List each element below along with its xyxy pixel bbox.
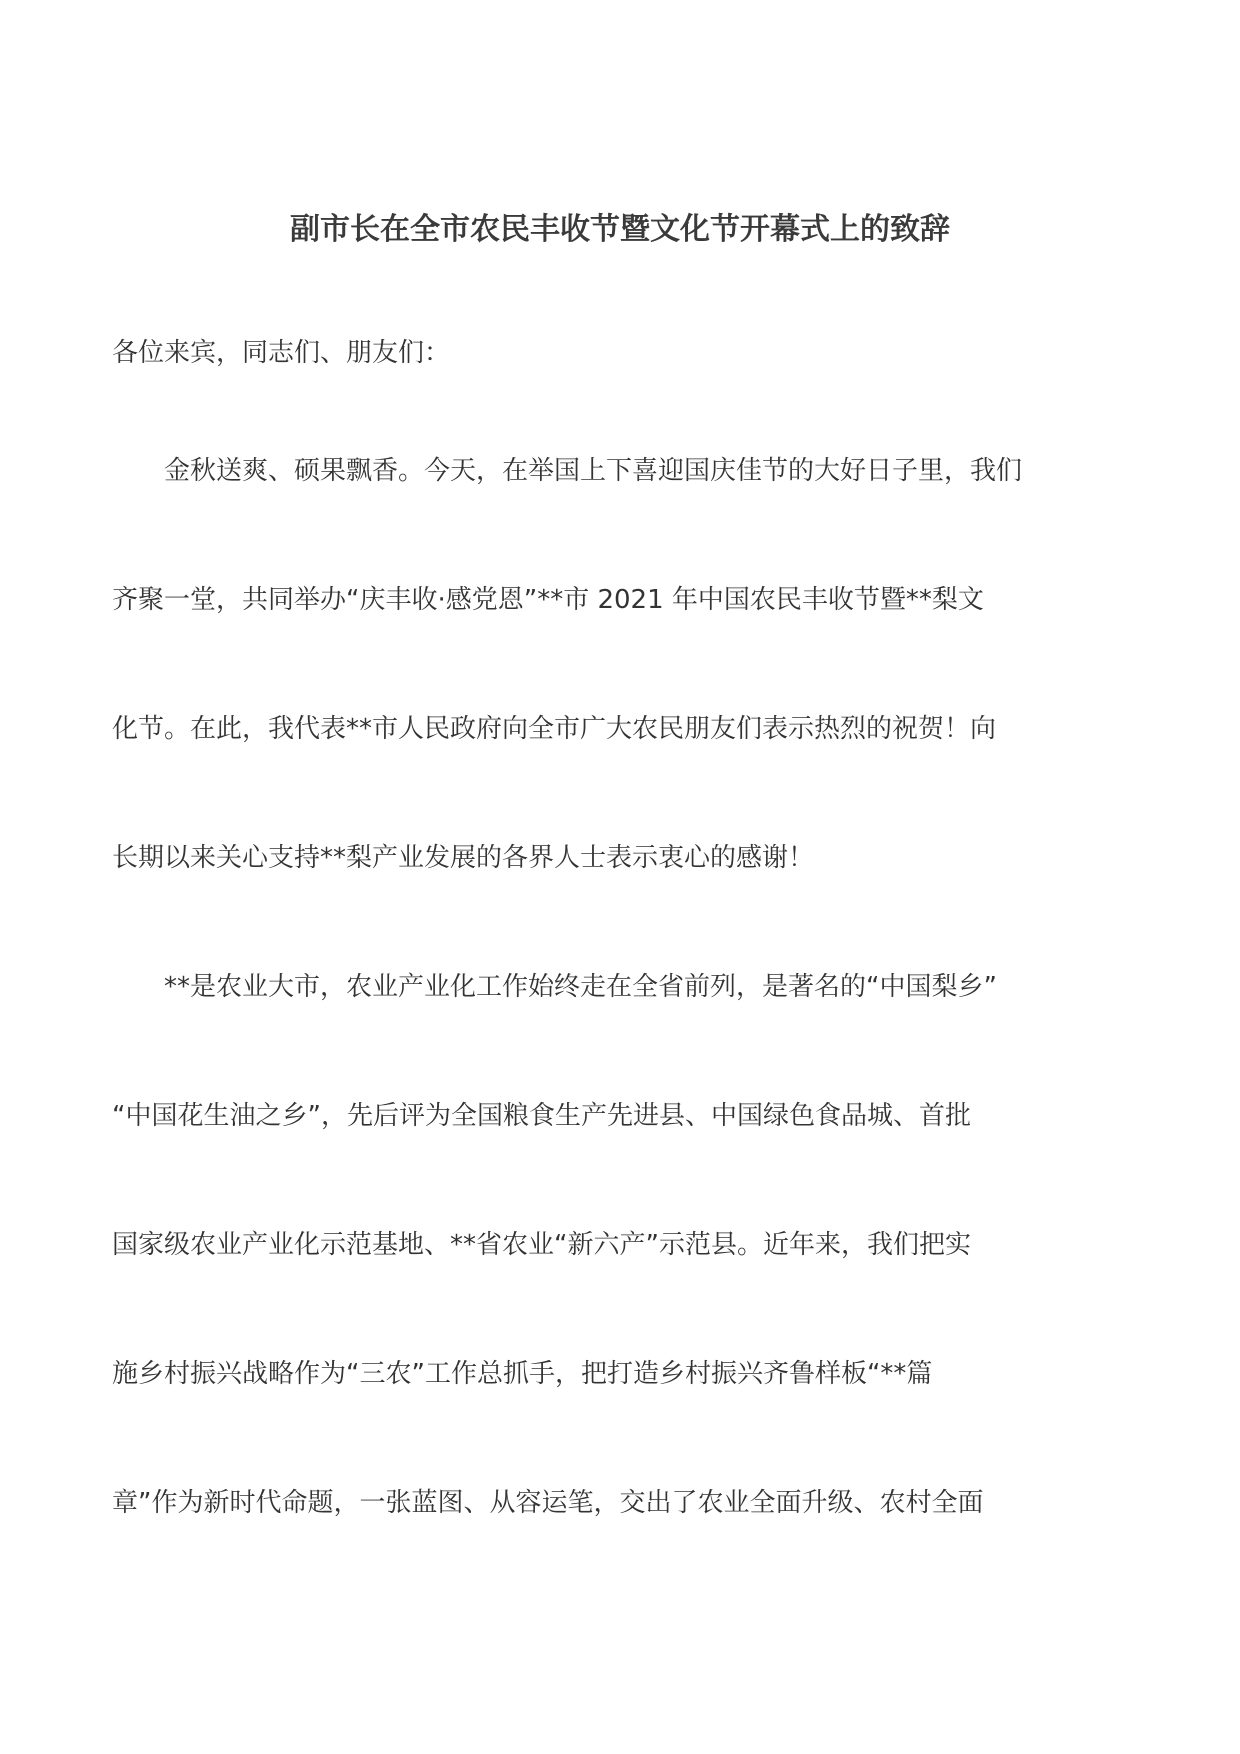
- salutation-line: 各位来宾，同志们、朋友们：: [112, 338, 451, 368]
- body-line: 国家级农业产业化示范基地、**省农业“新六产”示范县。近年来，我们把实: [112, 1230, 971, 1260]
- body-line: 化节。在此，我代表**市人民政府向全市广大农民朋友们表示热烈的祝贺！向: [112, 714, 997, 744]
- body-line: “中国花生油之乡”，先后评为全国粮食生产先进县、中国绿色食品城、首批: [112, 1101, 971, 1131]
- body-line: **是农业大市，农业产业化工作始终走在全省前列，是著名的“中国梨乡”: [112, 972, 997, 1002]
- body-line: 施乡村振兴战略作为“三农”工作总抓手，把打造乡村振兴齐鲁样板“**篇: [112, 1359, 933, 1389]
- document-title: 副市长在全市农民丰收节暨文化节开幕式上的致辞: [290, 212, 950, 247]
- body-line: 齐聚一堂，共同举办“庆丰收·感党恩”**市 2021 年中国农民丰收节暨**梨文: [112, 585, 984, 615]
- body-line: 金秋送爽、硕果飘香。今天，在举国上下喜迎国庆佳节的大好日子里，我们: [112, 456, 1023, 486]
- body-line: 章”作为新时代命题，一张蓝图、从容运笔，交出了农业全面升级、农村全面: [112, 1488, 984, 1518]
- body-line: 长期以来关心支持**梨产业发展的各界人士表示衷心的感谢！: [112, 843, 815, 873]
